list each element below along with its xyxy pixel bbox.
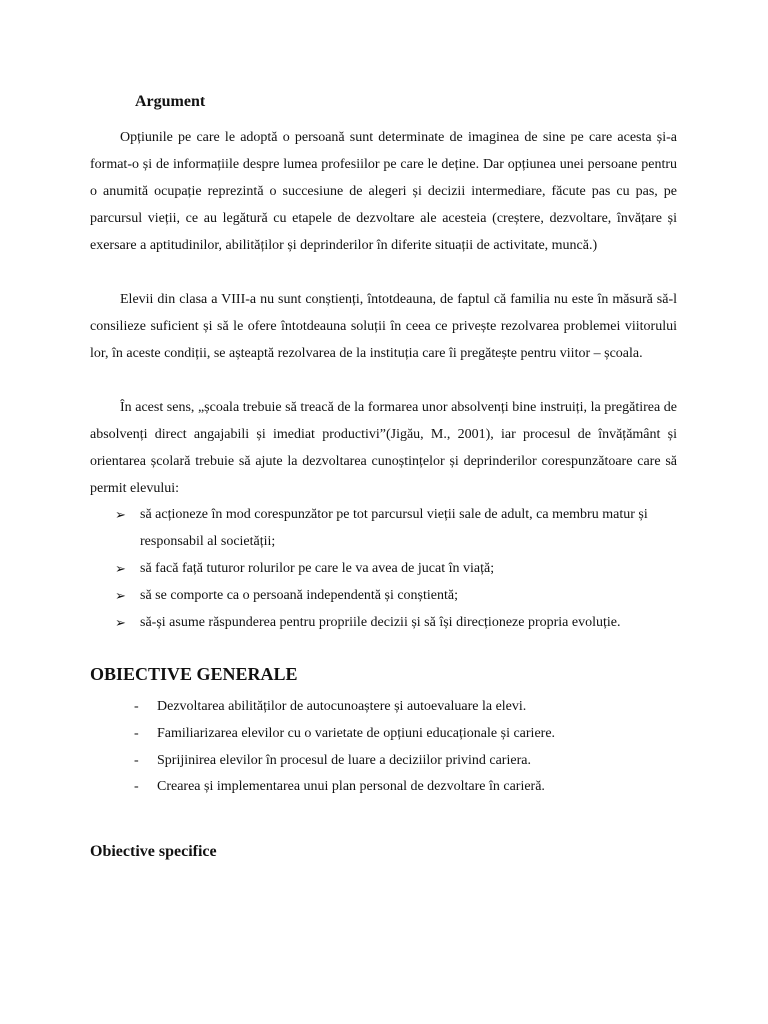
list-item	[90, 694, 677, 721]
dash-bullet: -	[134, 752, 139, 768]
objective-text: Familiarizarea elevilor cu o varietate de opțiuni educaționale și cariere.	[157, 725, 556, 741]
general-objectives-heading: OBIECTIVE GENERALE	[90, 664, 298, 684]
arrow-bullet-icon: ➢	[115, 507, 126, 522]
specific-objectives-heading: Obiective specifice	[90, 843, 217, 860]
arrow-bullet-icon: ➢	[115, 560, 126, 576]
arrow-bullet-icon: ➢	[115, 614, 126, 630]
objective-text: Dezvoltarea abilităților de autocunoaștere și autoevaluare la elevi.	[157, 699, 527, 714]
list-item	[90, 721, 677, 748]
list-item	[90, 502, 677, 556]
bullet-text: să facă față tuturor rolurilor pe care le va avea de jucat în viață;	[140, 560, 495, 576]
argument-paragraph-1: Opțiunile pe care le adoptă o persoană sunt determinate de imaginea de sine pe care acesta și-a format-o și de informațiile despre lumea profesiilor pe care le deține. Dar opțiunea unei persoane pentru o anumită ocupație reprezintă o succesiune de alegeri și decizii intermediare, făcute pas cu pas, pe parcursul vieții, ce au legătură cu etapele de dezvoltare ale acesteia (creștere, dezvoltare, învățare și exersare a aptitudinilor, abilităților și deprinderilor în diferite situații de activitate, muncă.)	[90, 130, 677, 253]
list-item	[90, 556, 677, 583]
dash-bullet: -	[134, 779, 139, 795]
list-item	[90, 774, 677, 801]
general-objectives-list	[90, 694, 677, 801]
list-item	[90, 748, 677, 775]
objective-text: Sprijinirea elevilor în procesul de luare a deciziilor privind cariera.	[157, 752, 531, 768]
argument-paragraph-3: În acest sens, „școala trebuie să treacă de la formarea unor absolvenți bine instruiți, la pregătirea de absolvenți direct angajabili și imediat productivi”(Jigău, M., 2001), iar procesul de învățământ și orientarea școlară trebuie să ajute la dezvoltarea cunoștințelor și deprinderilor corespunzătoare care să permit elevului:	[90, 400, 677, 496]
objective-text: Crearea și implementarea unui plan personal de dezvoltare în carieră.	[157, 779, 545, 795]
dash-bullet: -	[134, 725, 139, 741]
bullet-text: să se comporte ca o persoană independentă și conștientă;	[140, 587, 458, 603]
list-item	[90, 583, 677, 610]
argument-heading: Argument	[135, 93, 206, 110]
bullet-text: să acționeze în mod corespunzător pe tot parcursul vieții sale de adult, ca membru matur și responsabil al societății;	[140, 507, 648, 549]
dash-bullet: -	[134, 699, 139, 714]
bullet-text: să-și asume răspunderea pentru propriile decizii și să își direcționeze propria evoluție.	[140, 614, 621, 630]
arrow-bullet-icon: ➢	[115, 587, 126, 603]
list-item	[90, 610, 677, 637]
argument-bullet-list	[90, 502, 677, 637]
argument-paragraph-2: Elevii din clasa a VIII-a nu sunt conștienți, întotdeauna, de faptul că familia nu este în măsură să-l consilieze suficient și să le ofere întotdeauna soluții în ceea ce privește rezolvarea problemei viitorului lor, în aceste condiții, se așteaptă rezolvarea de la instituția care îi pregătește pentru viitor – școala.	[90, 292, 677, 361]
